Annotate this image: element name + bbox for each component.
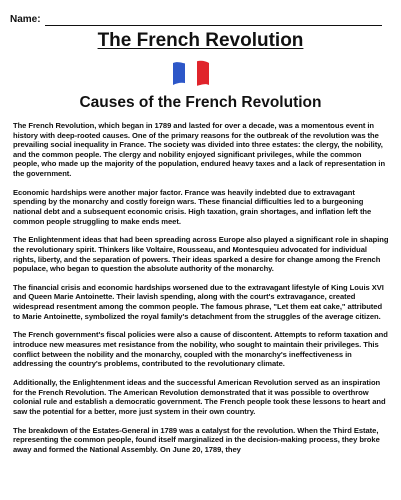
section-heading: Causes of the French Revolution xyxy=(79,94,322,111)
name-input-line[interactable] xyxy=(45,15,382,26)
page-title-text: The French Revolution xyxy=(97,30,304,51)
name-label: Name: xyxy=(10,14,41,25)
paragraph: The Enlightenment ideas that had been spreading across Europe also played a significant role in shaping the revolutionary spirit. Thinkers like Voltaire, Rousseau, and Montesquieu advocated for individual rights, liberty, and the separation of powers. Their ideas sparked a desire for change among the French populace, who began to question the absolute authority of the monarchy. xyxy=(13,235,389,274)
flag-blue-stripe xyxy=(172,59,185,89)
flag-white-stripe xyxy=(185,59,197,89)
paragraph: Additionally, the Enlightenment ideas and the successful American Revolution served as an inspiration for the French Revolution. The American Revolution demonstrated that it was possible to overthrow colonial rule and establish a democratic government. The French people took these lessons to heart and saw the potential for a better, more just system in their own country. xyxy=(13,378,386,416)
page-title xyxy=(0,30,401,52)
paragraph: The French Revolution, which began in 1789 and lasted for over a decade, was a momentous event in history with deep-rooted causes. One of the primary reasons for the outbreak of the revolution was the prevailing social inequality in France. The society was divided into three estates: the clergy, the nobility, and the common people. The clergy and nobility enjoyed significant privileges, while the common people, who made up the majority of the population, endured heavy taxes and a lack of representation in the government. xyxy=(13,121,386,178)
paragraph: The financial crisis and economic hardships worsened due to the extravagant lifestyle of King Louis XVI and Queen Marie Antoinette. Their lavish spending, along with the court's extravagance, created widespread resentment among the common people. The famous phrase, "Let them eat cake," attributed to Marie Antoinette, symbolized the royal family's detachment from the struggles of the average citizen. xyxy=(13,282,384,321)
name-row xyxy=(10,14,382,26)
paragraph: Economic hardships were another major factor. France was heavily indebted due to extravagant spending by the monarchy and costly foreign wars. These financial difficulties led to a burgeoning national debt and a subsequent economic crisis. High taxation, grain shortages, and inflation left the common people struggling to make ends meet. xyxy=(13,187,372,226)
paragraph: The French government's fiscal policies were also a cause of discontent. Attempts to reform taxation and introduce new measures met resistance from the nobility, who sought to maintain their privileges. This conflict between the nobility and the monarchy, coupled with the monarchy's ineffectiveness in addressing the country's problems, contributed to the revolutionary climate. xyxy=(13,330,388,369)
flag-red-stripe xyxy=(197,59,210,89)
french-flag-icon xyxy=(172,59,210,89)
paragraph: The breakdown of the Estates-General in 1789 was a catalyst for the revolution. When the Third Estate, representing the common people, found itself marginalized in the decision-making process, they broke away and formed the National Assembly. On June 20, 1789, they xyxy=(13,425,380,454)
article-body xyxy=(13,121,389,464)
